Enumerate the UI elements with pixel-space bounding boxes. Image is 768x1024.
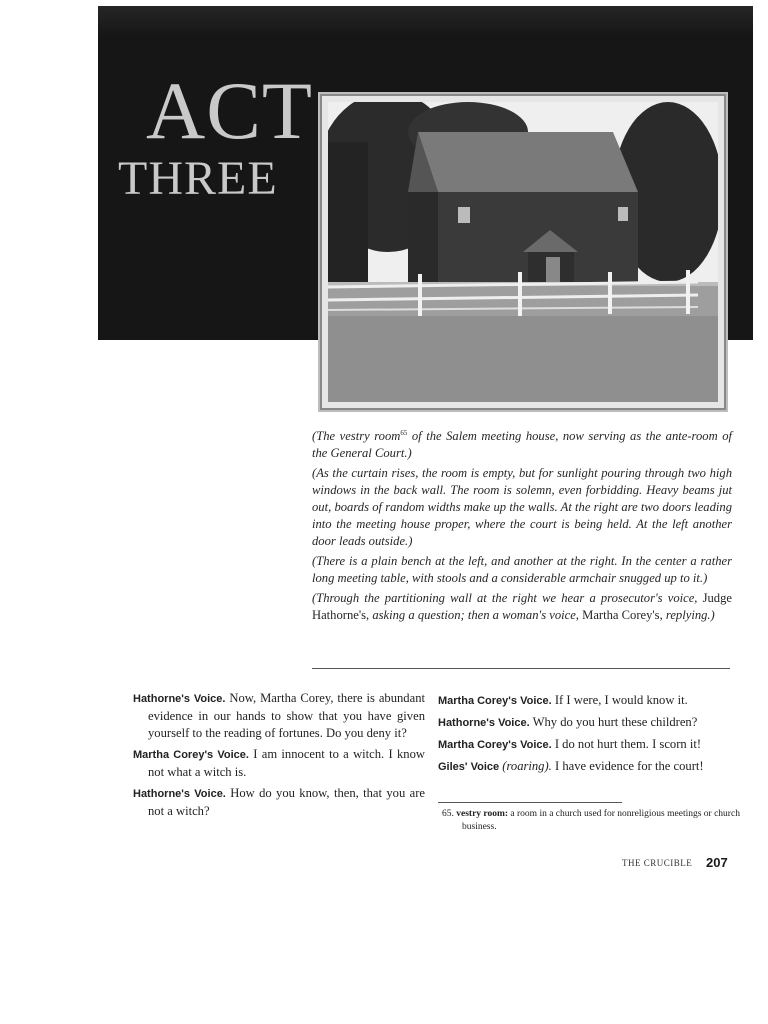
speaker-name: Hathorne's Voice. bbox=[133, 693, 226, 705]
stage-directions bbox=[312, 425, 732, 627]
stage-direction-furniture: (There is a plain bench at the left, and another at the right. In the center a rather long meeting table, with stools and a considerable armchair snugged up to it.) bbox=[312, 554, 732, 586]
stage-direction-voices bbox=[312, 590, 732, 624]
stage-direction-setting bbox=[312, 425, 732, 462]
direction-roman-a: Judge Hathorne's, bbox=[312, 591, 732, 623]
spoken-line: If I were, I would know it. bbox=[554, 693, 688, 707]
dialogue-line bbox=[133, 690, 425, 742]
stage-direction-room: (As the curtain rises, the room is empty, but for sunlight pouring through two high windows in the back wall. The room is solemn, even forbidding. Heavy beams jut out, boards of random widths make up the walls. At the right are two doors leading into the meeting house proper, where the court is being held. At the left another door leads outside.) bbox=[312, 466, 732, 549]
meeting-house-illustration bbox=[328, 102, 718, 402]
footnote-definition: a room in a church used for nonreligious meetings or church business. bbox=[462, 809, 740, 832]
stage-direction-setting-b: of the Salem meeting house, now serving as the ante-room of the General Court.) bbox=[312, 429, 732, 461]
act-number-title: THREE bbox=[118, 152, 278, 205]
speaker-name: Hathorne's Voice. bbox=[438, 717, 530, 729]
dialogue-line bbox=[438, 736, 730, 754]
footnote-number: 65. bbox=[442, 809, 454, 819]
speaker-name: Giles' Voice bbox=[438, 761, 500, 773]
dialogue-line bbox=[133, 785, 425, 820]
dialogue-column-left bbox=[133, 690, 425, 824]
dialogue-line-giles bbox=[438, 758, 730, 776]
act-title: ACT bbox=[146, 65, 313, 156]
footnote-reference: 65 bbox=[400, 429, 408, 437]
spoken-line: How do you know, then, that you are not a witch? bbox=[148, 786, 425, 818]
dialogue-line bbox=[133, 746, 425, 781]
spoken-line: Why do you hurt these children? bbox=[532, 715, 698, 729]
spoken-line: I have evidence for the court! bbox=[554, 759, 704, 773]
spoken-line: I do not hurt them. I scorn it! bbox=[554, 737, 702, 751]
speaker-name: Hathorne's Voice. bbox=[133, 788, 226, 800]
speaker-name: Martha Corey's Voice. bbox=[438, 695, 552, 707]
speaker-name: Martha Corey's Voice. bbox=[133, 749, 249, 761]
direction-roman-b: Martha Corey's, bbox=[582, 608, 663, 623]
footnote-term: vestry room: bbox=[456, 809, 509, 819]
dialogue-column-right bbox=[438, 692, 730, 780]
spoken-line: Now, Martha Corey, there is abundant evidence in our hands to show that you have given yourself to the reading of fortunes. Do you deny it? bbox=[148, 691, 425, 740]
running-title: THE CRUCIBLE bbox=[622, 858, 693, 868]
footnote bbox=[442, 808, 752, 834]
dialogue-line bbox=[438, 692, 730, 710]
section-divider bbox=[312, 668, 730, 669]
stage-aside: (roaring). bbox=[502, 759, 552, 773]
direction-part-c: replying.) bbox=[665, 608, 715, 623]
meeting-house-photo bbox=[318, 92, 728, 412]
direction-part-b: asking a question; then a woman's voice, bbox=[372, 608, 579, 623]
footnote-divider bbox=[438, 802, 622, 803]
spoken-line: I am innocent to a witch. I know not what a witch is. bbox=[148, 747, 425, 779]
dialogue-line bbox=[438, 714, 730, 732]
page-number: 207 bbox=[706, 855, 728, 870]
stage-direction-setting-a: (The vestry room bbox=[312, 429, 401, 444]
speaker-name: Martha Corey's Voice. bbox=[438, 739, 552, 751]
direction-part-a: (Through the partitioning wall at the right we hear a prosecutor's voice, bbox=[312, 591, 698, 606]
